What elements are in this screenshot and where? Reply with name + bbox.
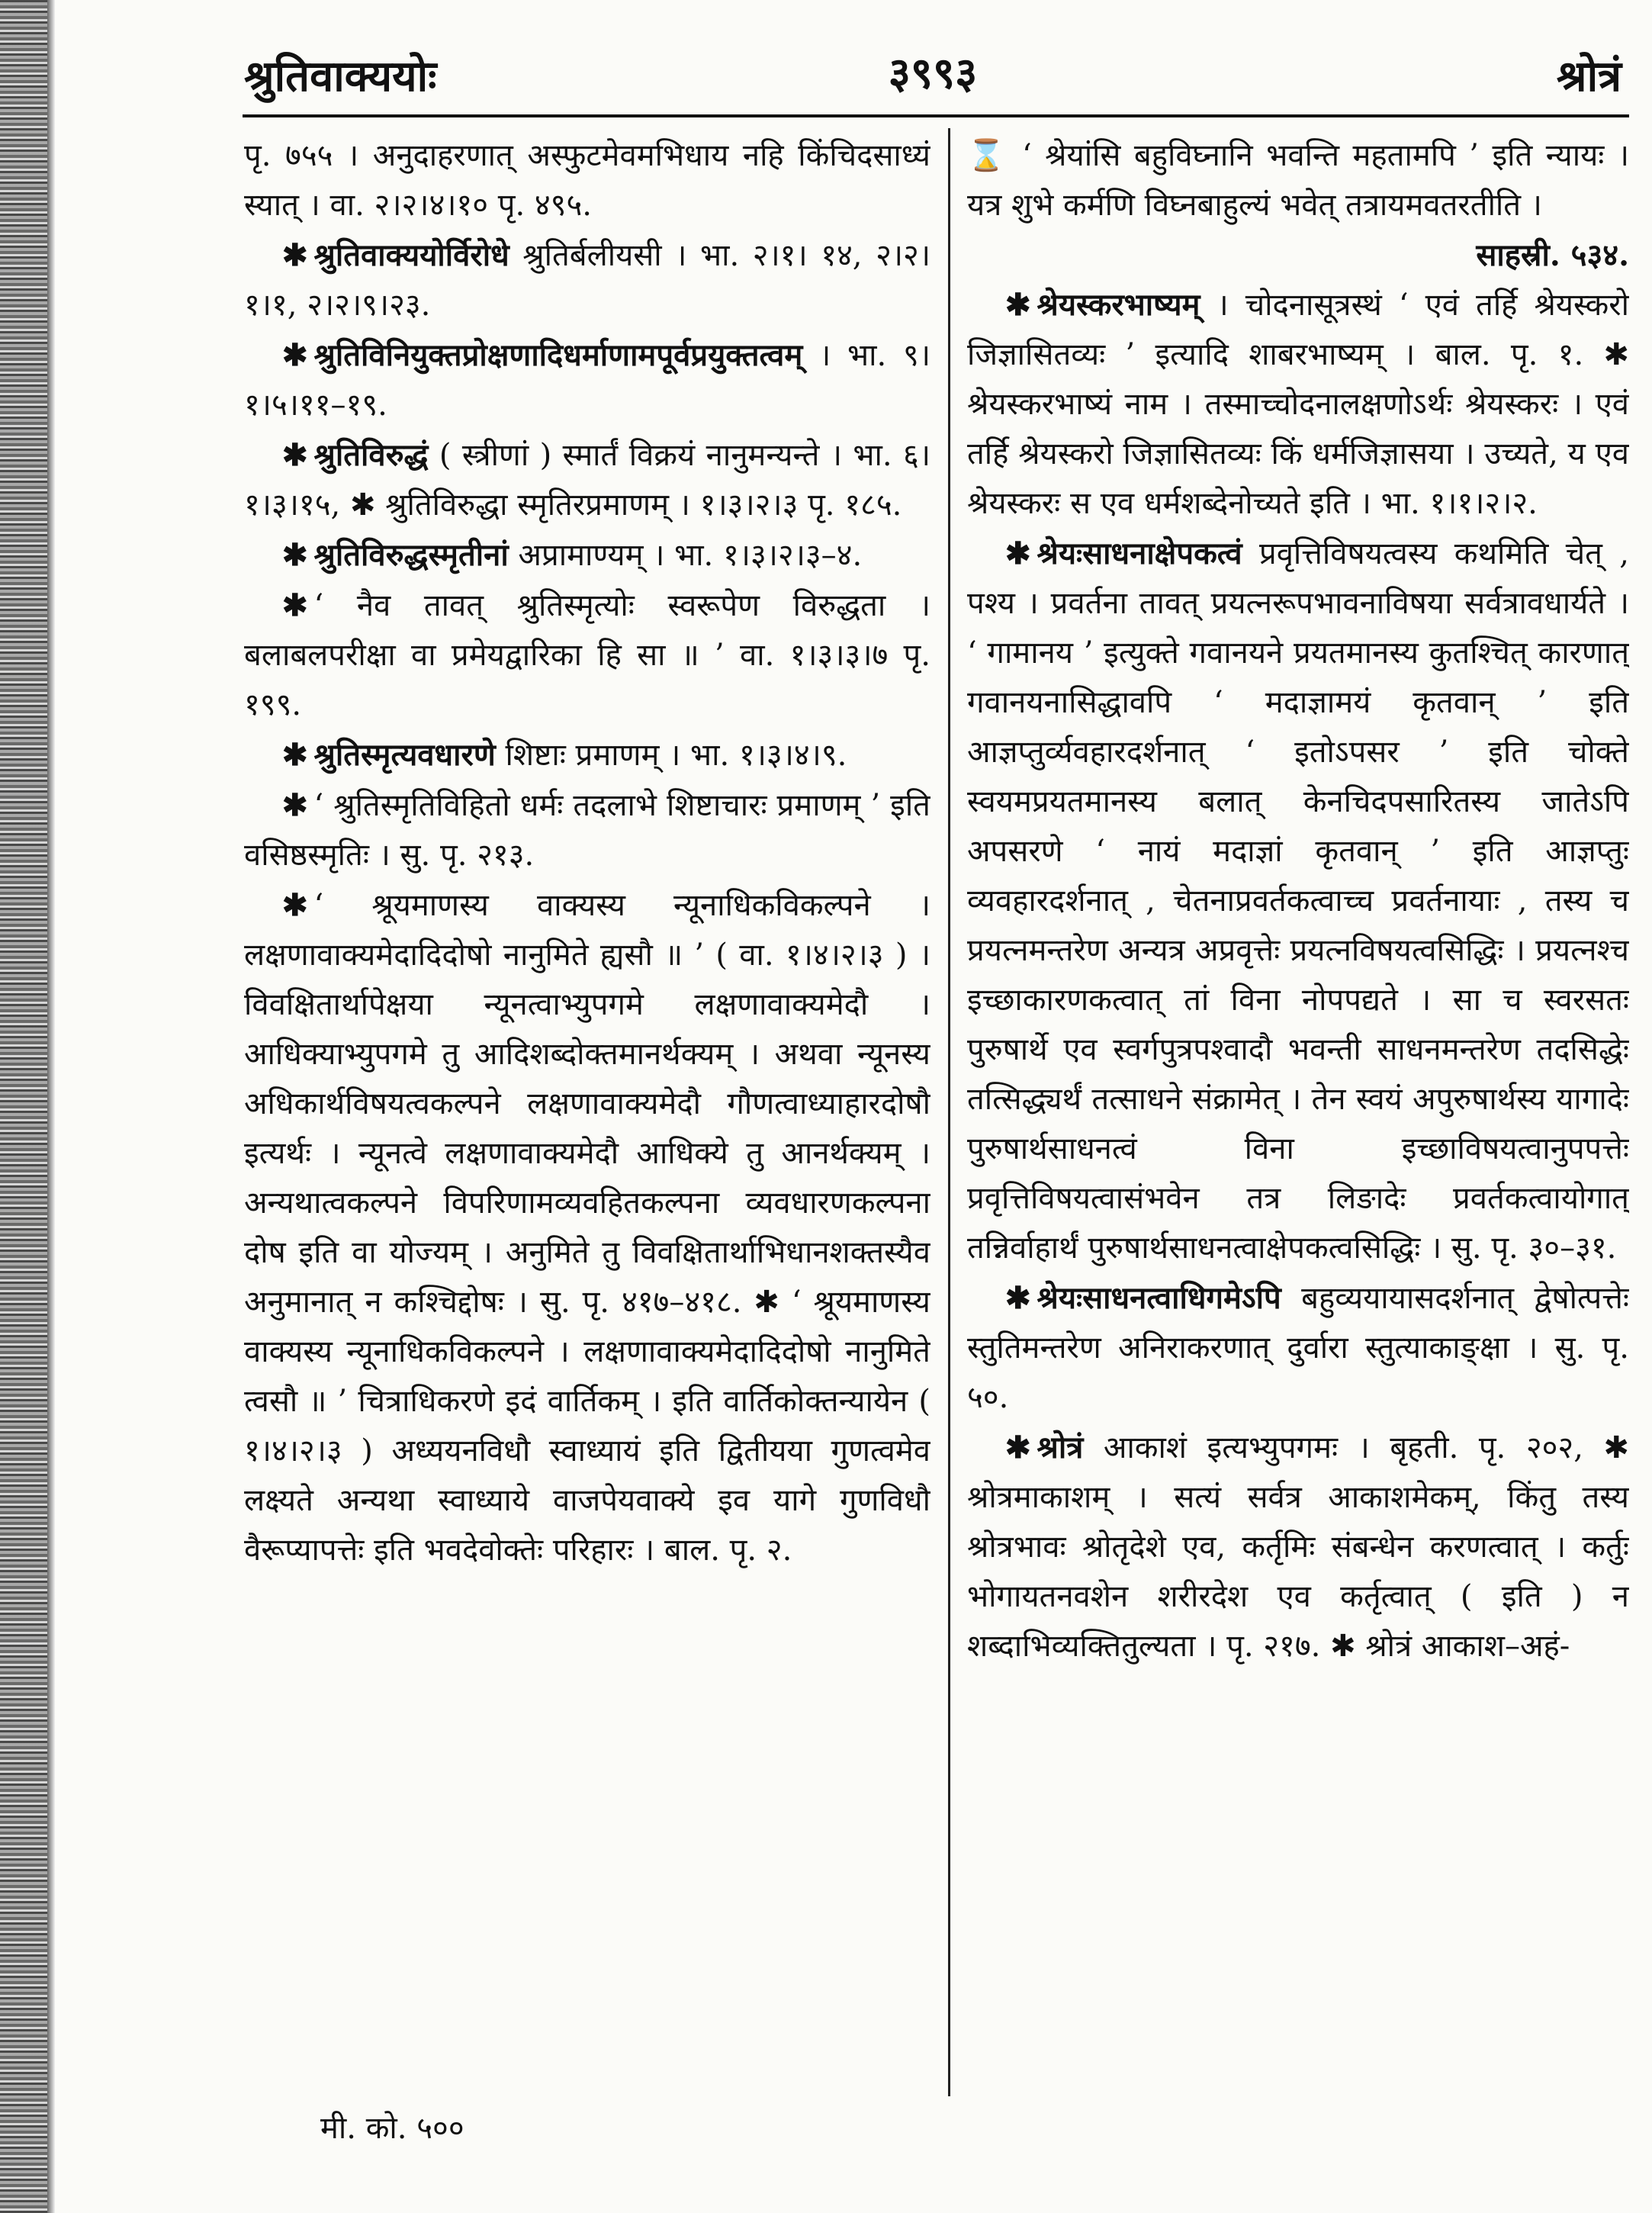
page-gutter-shadow (47, 0, 55, 2213)
entry-star-icon: ✱ (282, 537, 308, 573)
entry-star-icon: ✱ (282, 587, 308, 623)
entry-body: अप्रामाण्यम् । भा. १।३।२।३–४. (518, 538, 863, 573)
dictionary-entry (244, 880, 930, 1575)
book-binding-edge (0, 0, 47, 2213)
entry-star-icon: ✱ (282, 787, 308, 823)
entry-body: ( स्त्रीणां ) स्मार्तं विक्रयं नानुमन्यन्ते । भा. ६।१।३।१५, ✱ श्रुतिविरुद्धा स्मृतिरप्रमाणम् । १।३।२।३ पृ. १८५. (244, 438, 930, 523)
right-column (967, 131, 1629, 2099)
dictionary-entry (244, 730, 930, 780)
header-right-keyword: श्रोत्रं (1556, 51, 1621, 101)
page-number: ३९९३ (888, 48, 978, 98)
entry-headword: श्रुतिवाक्ययोर्विरोधे (313, 237, 509, 273)
dictionary-entry (244, 131, 930, 230)
entry-star-icon: ✱ (1005, 1280, 1031, 1316)
dictionary-entry (244, 530, 930, 581)
dictionary-entry (244, 230, 930, 330)
dictionary-entry (244, 581, 930, 730)
entry-star-icon: ✱ (1005, 287, 1031, 323)
entry-body: ⌛ ‘ श्रेयांसि बहुविघ्नानि भवन्ति महतामपि ’ इति न्यायः । यत्र शुभे कर्मणि विघ्नबाहुल्यं भवेत् तत्रायमवतरतीति । (967, 138, 1629, 223)
entry-body: बहुव्ययायासदर्शनात् द्वेषोत्पत्तेः स्तुतिमन्तरेण अनिराकरणात् दुर्वारा स्तुत्याकाङ्क्षा । सु. पृ. ५०. (967, 1281, 1629, 1415)
dictionary-entry (967, 280, 1629, 529)
signature-mark: मी. को. ५०० (320, 2111, 464, 2146)
entry-star-icon: ✱ (1005, 536, 1031, 571)
entry-headword: श्रुतिविनियुक्तप्रोक्षणादिधर्माणामपूर्वप्रयुक्तत्वम् (313, 337, 803, 373)
entry-body: ‘ नैव तावत् श्रुतिस्मृत्योः स्वरूपेण विरुद्धता । बलाबलपरीक्षा वा प्रमेयद्वारिका हि सा ॥ ’ वा. १।३।३।७ पृ. १९९. (244, 588, 930, 722)
entry-body: पृ. ७५५ । अनुदाहरणात् अस्फुटमेवमभिधाय नहि किंचिदसाध्यं स्यात् । वा. २।२।४।१० पृ. ४९५. (244, 138, 930, 223)
entry-star-icon: ✱ (282, 887, 308, 923)
entry-star-icon: ✱ (282, 237, 308, 273)
entry-star-icon: ✱ (282, 337, 308, 373)
entry-star-icon: ✱ (1005, 1430, 1031, 1465)
dictionary-entry (967, 529, 1629, 1273)
entry-body: ‘ श्रुतिस्मृतिविहितो धर्मः तदलाभे शिष्टाचारः प्रमाणम् ’ इति वसिष्ठस्मृतिः । सु. पृ. २१३. (244, 788, 930, 873)
entry-body: । भा. ९।१।५।११–१९. (244, 338, 930, 423)
entry-source-reference: साहस्री. ५३४. (1476, 237, 1629, 273)
entry-body: । चोदनासूत्रस्थं ‘ एवं तर्हि श्रेयस्करो जिज्ञासितव्यः ’ इत्यादि शाबरभाष्यम् । बाल. पृ. १. ✱ श्रेयस्करभाष्यं नाम । तस्माच्चोदनालक्षणोऽर्थः श्रेयस्करः । एवं तर्हि श्रेयस्करो जिज्ञासितव्यः किं धर्मजिज्ञासया । उच्यते, य एव श्रेयस्करः स एव धर्मशब्देनोच्यते इति । भा. १।१।२।२. (967, 288, 1629, 521)
column-divider (948, 128, 950, 2096)
entry-headword: श्रुतिस्मृत्यवधारणे (313, 737, 496, 773)
dictionary-entry (244, 330, 930, 430)
entry-headword: श्रेयःसाधनत्वाधिगमेऽपि (1037, 1280, 1281, 1316)
dictionary-entry (244, 780, 930, 880)
entry-headword: श्रोत्रं (1037, 1430, 1084, 1465)
entry-headword: श्रेयस्करभाष्यम् (1037, 287, 1200, 323)
entry-body: ‘ श्रूयमाणस्य वाक्यस्य न्यूनाधिकविकल्पने । लक्षणावाक्यमेदादिदोषो नानुमिते ह्यसौ ॥ ’ ( वा. १।४।२।३ ) । विवक्षितार्थापेक्षया न्यूनत्वाभ्युपगमे लक्षणावाक्यमेदौ । आधिक्याभ्युपगमे तु आदिशब्दोक्तमानर्थक्यम् । अथवा न्यूनस्य अधिकार्थविषयत्वकल्पने लक्षणावाक्यमेदौ गौणत्वाध्याहारदोषौ इत्यर्थः । न्यूनत्वे लक्षणावाक्यमेदौ आधिक्ये तु आनर्थक्यम् । अन्यथात्वकल्पने विपरिणामव्यवहितकल्पना व्यवधारणकल्पना दोष इति वा योज्यम् । अनुमिते तु विवक्षितार्थाभिधानशक्तस्यैव अनुमानात् न कश्चिद्दोषः । सु. पृ. ४१७–४१८. ✱ ‘ श्रूयमाणस्य वाक्यस्य न्यूनाधिकविकल्पने । लक्षणावाक्यमेदादिदोषो नानुमिते त्वसौ ॥ ’ चित्राधिकरणे इदं वार्तिकम् । इति वार्तिकोक्तन्यायेन ( १।४।२।३ ) अध्ययनविधौ स्वाध्यायं इति द्वितीयया गुणत्वमेव लक्ष्यते अन्यथा स्वाध्याये वाजपेयवाक्ये इव यागे गुणविधौ वैरूप्यापत्तेः इति भवदेवोक्तेः परिहारः । बाल. पृ. २. (244, 888, 930, 1568)
entry-headword: श्रुतिविरुद्धं (313, 437, 429, 473)
dictionary-entry (967, 1423, 1629, 1671)
entry-star-icon: ✱ (282, 437, 308, 473)
dictionary-entry (967, 1273, 1629, 1423)
entry-body: आकाशं इत्यभ्युपगमः । बृहती. पृ. २०२, ✱ श्रोत्रमाकाशम् । सत्यं सर्वत्र आकाशमेकम्, किंतु तस्य श्रोत्रभावः श्रोतृदेशे एव, कर्तृमिः संबन्धेन करणत्वात् । कर्तुः भोगायतनवशेन शरीरदेश एव कर्तृत्वात् ( इति ) न शब्दाभिव्यक्तितुल्यता । पृ. २१७. ✱ श्रोत्रं आकाश–अहं- (967, 1430, 1629, 1664)
header-rule (243, 114, 1629, 117)
dictionary-entry (244, 430, 930, 530)
entry-headword: श्रुतिविरुद्धस्मृतीनां (313, 537, 509, 573)
running-header (244, 38, 1621, 114)
left-column (244, 131, 930, 2145)
dictionary-entry (967, 131, 1629, 280)
entry-headword: श्रेयःसाधनाक्षेपकत्वं (1037, 536, 1242, 571)
entry-body: प्रवृत्तिविषयत्वस्य कथमिति चेत् , पश्य । प्रवर्तना तावत् प्रयत्नरूपभावनाविषया सर्वत्रावधार्यते । ‘ गामानय ’ इत्युक्ते गवानयने प्रयतमानस्य कुतश्चित् कारणात् गवानयनासिद्धावपि ‘ मदाज्ञामयं कृतवान् ’ इति आज्ञप्तुर्व्यवहारदर्शनात् ‘ इतोऽपसर ’ इति चोक्ते स्वयमप्रयतमानस्य बलात् केनचिदपसारितस्य जातेऽपि अपसरणे ‘ नायं मदाज्ञां कृतवान् ’ इति आज्ञप्तुः व्यवहारदर्शनात् , चेतनाप्रवर्तकत्वाच्च प्रवर्तनायाः , तस्य च प्रयत्नमन्तरेण अन्यत्र अप्रवृत्तेः प्रयत्नविषयत्वसिद्धिः । प्रयत्नश्च इच्छाकारणकत्वात् तां विना नोपपद्यते । सा च स्वरसतः पुरुषार्थे एव स्वर्गपुत्रपश्वादौ भवन्ती साधनमन्तरेण तदसिद्धेः तत्सिद्ध्यर्थं तत्साधने संक्रामेत् । तेन स्वयं अपुरुषार्थस्य यागादेः पुरुषार्थसाधनत्वं विना इच्छाविषयत्वानुपपत्तेः प्रवृत्तिविषयत्वासंभवेन तत्र लिङादेः प्रवर्तकत्वायोगात् तन्निर्वाहार्थं पुरुषार्थसाधनत्वाक्षेपकत्वसिद्धिः । सु. पृ. ३०–३१. (967, 536, 1629, 1266)
header-left-keyword: श्रुतिवाक्ययोः (244, 51, 437, 101)
entry-body: श्रुतिर्बलीयसी । भा. २।१। १४, २।२।१।१, २।२।९।२३. (244, 238, 930, 323)
entry-star-icon: ✱ (282, 737, 308, 773)
entry-body: शिष्टाः प्रमाणम् । भा. १।३।४।९. (505, 738, 847, 773)
